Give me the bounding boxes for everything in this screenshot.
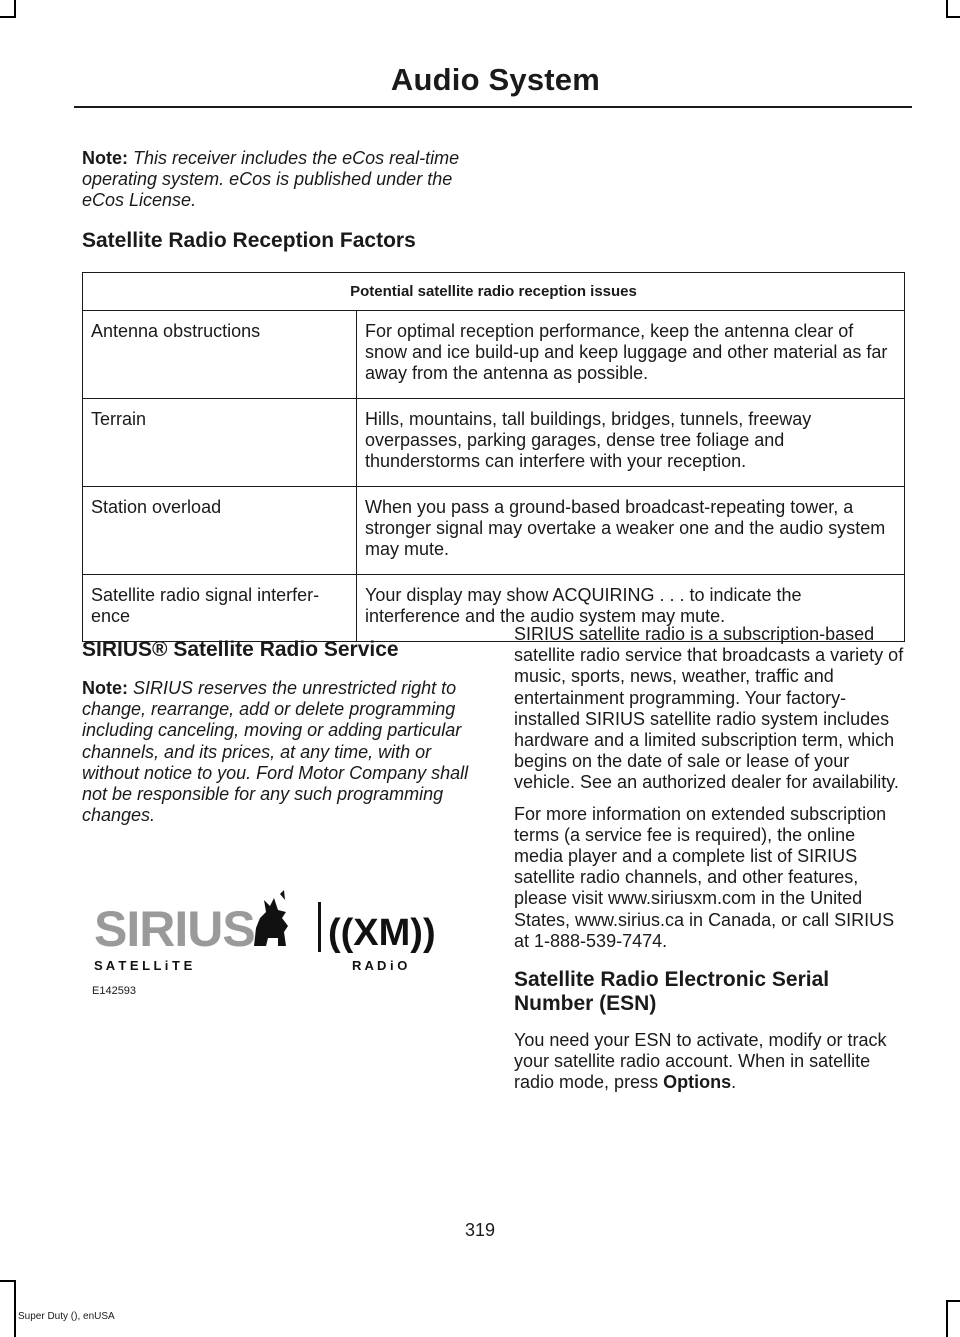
table-cell-description: Your display may show ACQUIRING . . . to indicate the interference and the audio system may mute. <box>357 575 905 642</box>
options-button-label: Options <box>663 1072 732 1093</box>
figure-id: E142593 <box>92 985 137 997</box>
xm-wordmark: ((XM)) <box>328 912 436 954</box>
table-cell-issue: Antenna obstructions <box>83 311 357 399</box>
table-cell-issue: Satellite radio signal interfer-ence <box>83 575 357 642</box>
table-cell-description: For optimal reception performance, keep the antenna clear of snow and ice build-up and keep luggage and other material as far away from the antenna as possible. <box>357 311 905 399</box>
esn-paragraph <box>514 1030 908 1094</box>
reception-issues-table <box>82 272 905 642</box>
crop-mark <box>946 1300 960 1302</box>
note-label: Note: <box>82 678 128 698</box>
sirius-more-info: For more information on extended subscription terms (a service fee is required), the online media player and a complete list of SIRIUS satellite radio channels, and other features, please visit www.siriusxm.com in the United States, www.sirius.ca in Canada, or call SIRIUS at 1-888-539-7474. <box>514 803 895 951</box>
crop-mark <box>14 1280 16 1337</box>
footer-text: Super Duty (), enUSA <box>18 1311 115 1322</box>
header-rule <box>74 106 912 108</box>
table-row <box>83 311 905 399</box>
table-row <box>83 399 905 487</box>
note-text: This receiver includes the eCos real-time operating system. eCos is published under the eCos License. <box>82 148 460 210</box>
logo-tagline-left: S A T E L L i T E <box>94 958 193 972</box>
note-text: SIRIUS reserves the unrestricted right to change, rearrange, add or delete programming including canceling, moving or adding particular channels, and its prices, at any time, with or without notice to you. Ford Motor Company shall not be responsible for any such programming changes. <box>82 678 469 826</box>
crop-mark <box>946 1300 948 1337</box>
logo-divider <box>318 902 321 952</box>
table-cell-description: Hills, mountains, tall buildings, bridges, tunnels, freeway overpasses, parking garages, dense tree foliage and thunderstorms can interfere with your reception. <box>357 399 905 487</box>
sirius-description: SIRIUS satellite radio is a subscription-based satellite radio service that broadcasts a variety of music, sports, news, weather, traffic and entertainment programming. Your factory-installed SIRIUS satellite radio system includes hardware and a limited subscription term, which begins on the date of sale or lease of your vehicle. See an authorized dealer for availability. <box>514 624 904 793</box>
crop-mark <box>0 16 16 18</box>
right-column <box>514 624 908 1104</box>
section-title-reception-factors: Satellite Radio Reception Factors <box>82 229 416 252</box>
dog-icon <box>254 890 288 946</box>
page-number: 319 <box>464 1220 496 1240</box>
esn-text-end: . <box>731 1072 737 1093</box>
table-cell-issue: Terrain <box>83 399 357 487</box>
esn-text: You need your ESN to activate, modify or track your satellite radio account. When in satellite radio mode, press <box>514 1030 887 1093</box>
ecos-note <box>82 148 462 211</box>
table-cell-description: When you pass a ground-based broadcast-repeating tower, a stronger signal may overtake a weaker one and the audio system may mute. <box>357 487 905 575</box>
section-title-sirius-service: SIRIUS® Satellite Radio Service <box>82 638 399 661</box>
sirius-note <box>82 678 477 826</box>
crop-mark <box>0 1280 16 1282</box>
section-title-esn: Satellite Radio Electronic Serial Number (ESN) <box>514 968 830 1016</box>
crop-mark <box>946 16 960 18</box>
table-row <box>83 487 905 575</box>
sirius-wordmark: SIRIUS <box>94 901 255 957</box>
page-header-title: Audio System <box>390 62 600 97</box>
table-cell-issue: Station overload <box>83 487 357 575</box>
logo-tagline-right: R A D i O <box>352 958 408 972</box>
sirius-xm-logo <box>92 888 454 972</box>
note-label: Note: <box>82 148 128 168</box>
table-header: Potential satellite radio reception issues <box>83 273 905 311</box>
